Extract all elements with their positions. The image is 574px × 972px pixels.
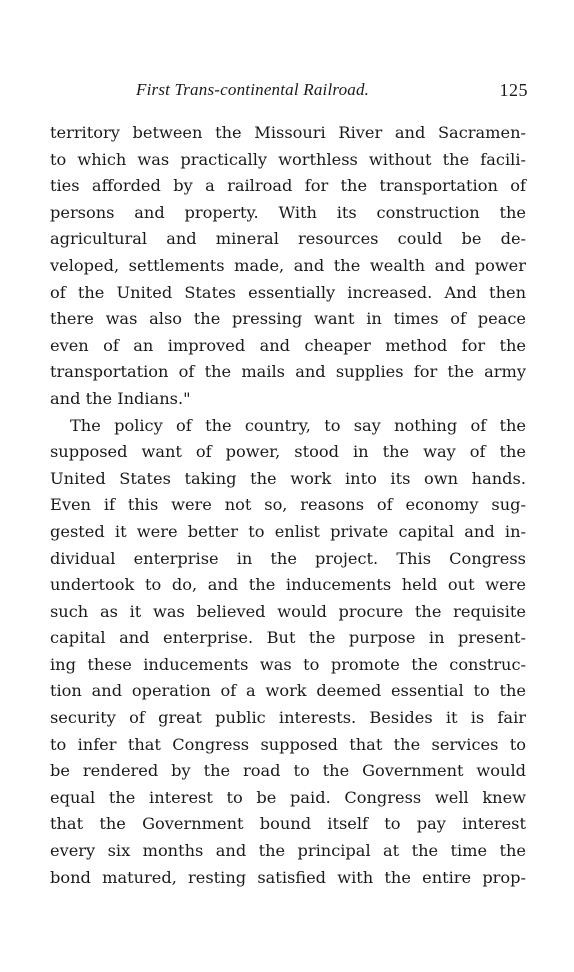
text-line: supposed want of power, stood in the way of the: [50, 442, 526, 462]
text-line: transportation of the mails and supplies for the army: [50, 362, 526, 382]
text-line: equal the interest to be paid. Congress well knew: [50, 787, 526, 807]
text-line: there was also the pressing want in times of peace: [50, 309, 526, 329]
running-head: [50, 80, 528, 102]
text-line: persons and property. With its construction the: [50, 202, 526, 222]
text-line: to infer that Congress supposed that the services to: [50, 734, 526, 754]
text-line: dividual enterprise in the project. This Congress: [50, 548, 526, 568]
text-line: that the Government bound itself to pay interest: [50, 814, 526, 834]
text-line: veloped, settlements made, and the wealth and power: [50, 255, 526, 275]
text-line: of the United States essentially increased. And then: [50, 282, 526, 302]
paragraph-start-line: The policy of the country, to say nothing of the: [70, 415, 526, 435]
text-line: ties afforded by a railroad for the transportation of: [50, 176, 526, 196]
text-line: undertook to do, and the inducements held out were: [50, 575, 526, 595]
text-line: gested it were better to enlist private capital and in-: [50, 521, 526, 541]
text-line: United States taking the work into its own hands.: [50, 468, 526, 488]
text-line: every six months and the principal at the time the: [50, 841, 526, 861]
text-line: bond matured, resting satisfied with the entire prop-: [50, 867, 526, 887]
text-line: agricultural and mineral resources could be de-: [50, 229, 526, 249]
text-line: to which was practically worthless without the facili-: [50, 149, 526, 169]
text-line: tion and operation of a work deemed essential to the: [50, 681, 526, 701]
page-number: 125: [499, 80, 528, 100]
running-title: First Trans-continental Railroad.: [136, 80, 370, 99]
text-line: ing these inducements was to promote the construc-: [50, 654, 526, 674]
text-line: even of an improved and cheaper method for the: [50, 335, 526, 355]
body-text: [50, 120, 526, 891]
text-line: security of great public interests. Besides it is fair: [50, 708, 526, 728]
text-line: capital and enterprise. But the purpose in present-: [50, 628, 526, 648]
paragraph-end-line: and the Indians.": [50, 388, 191, 408]
text-line: be rendered by the road to the Government would: [50, 761, 526, 781]
text-line: territory between the Missouri River and Sacramen-: [50, 123, 526, 142]
text-line: Even if this were not so, reasons of economy sug-: [50, 495, 526, 515]
text-line: such as it was believed would procure the requisite: [50, 601, 526, 621]
